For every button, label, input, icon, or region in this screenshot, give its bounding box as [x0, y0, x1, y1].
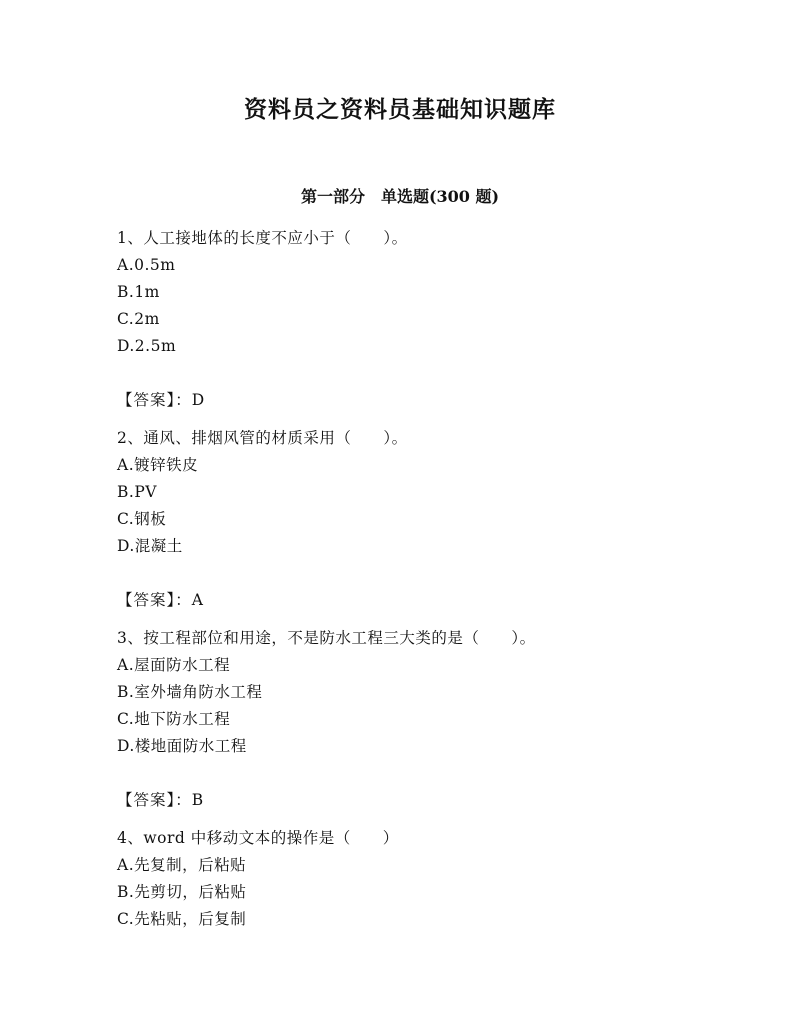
answer-value: B	[191, 791, 204, 809]
option-b: B.1m	[117, 283, 160, 301]
question-stem: 4、word 中移动文本的操作是（ ）	[117, 829, 399, 847]
answer-label: 【答案】：	[117, 791, 192, 809]
option-d: D.2.5m	[117, 337, 177, 355]
option-d: D.混凝土	[117, 537, 183, 555]
answer-line	[117, 387, 737, 414]
option-d: D.楼地面防水工程	[117, 737, 247, 755]
question-4	[117, 825, 737, 933]
answer-label: 【答案】：	[117, 391, 192, 409]
option-c: C.地下防水工程	[117, 710, 231, 728]
answer-value: D	[191, 391, 205, 409]
option-a: A.先复制，后粘贴	[117, 856, 247, 874]
option-b: B.先剪切，后粘贴	[117, 883, 247, 901]
question-stem: 3、按工程部位和用途，不是防水工程三大类的是（ ）。	[117, 629, 536, 647]
section-title: 第一部分 单选题(300 题)	[300, 187, 500, 206]
option-c: C.钢板	[117, 510, 167, 528]
answer-line	[117, 787, 737, 814]
answer-label: 【答案】：	[117, 591, 192, 609]
answer-value: A	[191, 591, 203, 609]
option-a: A.屋面防水工程	[117, 656, 231, 674]
option-b: B.室外墙角防水工程	[117, 683, 263, 701]
question-2	[117, 425, 737, 614]
question-stem: 2、通风、排烟风管的材质采用（ ）。	[117, 429, 408, 447]
option-c: C.先粘贴，后复制	[117, 910, 247, 928]
question-stem: 1、人工接地体的长度不应小于（ ）。	[117, 229, 408, 247]
question-list	[117, 225, 737, 933]
answer-line	[117, 587, 737, 614]
option-c: C.2m	[117, 310, 160, 328]
question-1	[117, 225, 737, 414]
option-b: B.PV	[117, 483, 157, 501]
document-title: 资料员之资料员基础知识题库	[244, 96, 556, 123]
question-3	[117, 625, 737, 814]
option-a: A.镀锌铁皮	[117, 456, 199, 474]
option-a: A.0.5m	[117, 256, 176, 274]
